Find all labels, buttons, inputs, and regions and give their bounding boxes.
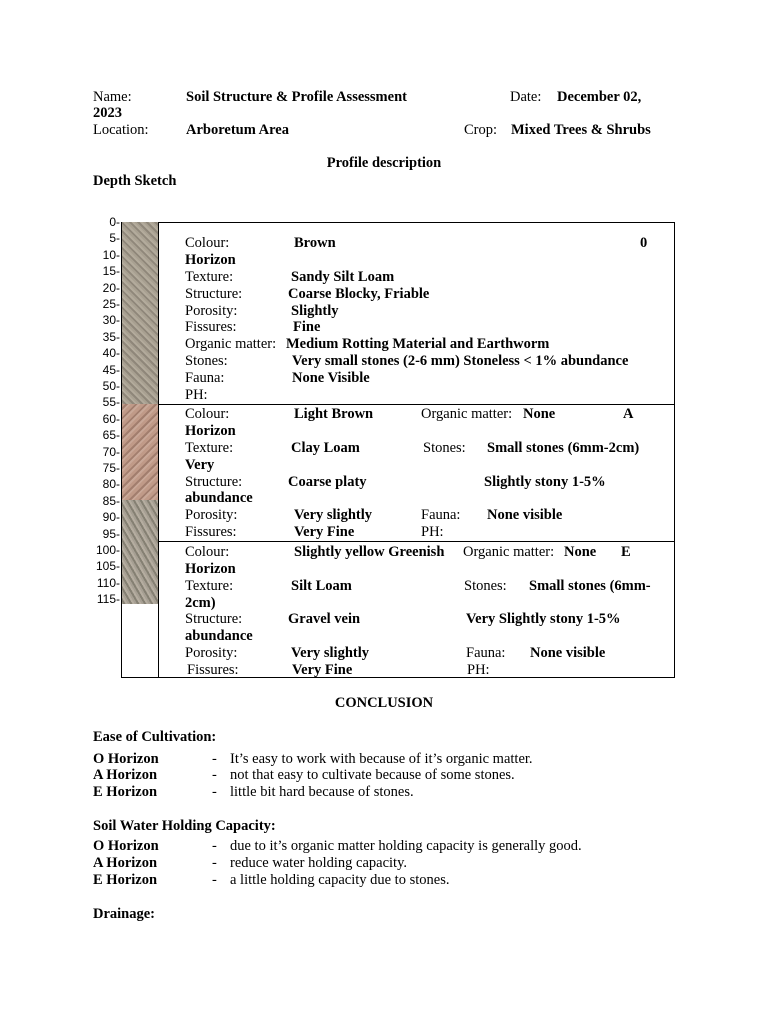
depth-tick: 5- <box>109 231 120 246</box>
o-horizon-code: 0 <box>640 235 648 251</box>
ease-a-dash: - <box>212 767 217 783</box>
water-e-dash: - <box>212 872 217 888</box>
e-structure-label: Structure: <box>185 611 243 627</box>
a-organic-label: Organic matter: <box>421 406 513 422</box>
e-structure-value: Gravel vein <box>288 611 361 627</box>
e-stones-label: Stones: <box>464 578 507 594</box>
o-porosity-label: Porosity: <box>185 303 238 319</box>
o-colour-value: Brown <box>294 235 336 251</box>
ease-a-horizon: A Horizon <box>93 767 158 783</box>
conclusion-heading: CONCLUSION <box>334 695 434 711</box>
depth-tick: 85- <box>102 493 120 508</box>
o-fissures-value: Fine <box>293 319 321 335</box>
depth-tick: 55- <box>102 395 120 410</box>
e-organic-value: None <box>564 544 597 560</box>
o-texture-label: Texture: <box>185 269 234 285</box>
depth-tick: 70- <box>102 444 120 459</box>
location-value: Arboretum Area <box>186 122 289 138</box>
depth-tick: 95- <box>102 526 120 541</box>
depth-tick: 40- <box>102 346 120 361</box>
location-label: Location: <box>93 122 149 138</box>
a-stones-value: Small stones (6mm-2cm) <box>487 440 640 456</box>
table-border-inner <box>158 222 159 678</box>
water-holding-heading: Soil Water Holding Capacity: <box>93 818 276 834</box>
ease-e-dash: - <box>212 784 217 800</box>
a-fauna-label: Fauna: <box>421 507 461 523</box>
depth-tick: 60- <box>102 411 120 426</box>
depth-tick: 100- <box>96 543 121 557</box>
a-colour-value: Light Brown <box>294 406 374 422</box>
o-horizon-word: Horizon <box>185 252 236 268</box>
e-fauna-label: Fauna: <box>466 645 506 661</box>
depth-tick: 15- <box>102 264 120 279</box>
a-fauna-value: None visible <box>487 507 563 523</box>
soil-sketch-e-horizon <box>121 500 158 604</box>
ease-o-horizon: O Horizon <box>93 751 159 767</box>
e-colour-value: Slightly yellow Greenish <box>294 544 445 560</box>
depth-tick: 20- <box>102 280 120 295</box>
table-border-left <box>121 222 122 678</box>
depth-tick: 115- <box>96 592 120 607</box>
a-colour-label: Colour: <box>185 406 230 422</box>
water-o-text: due to it’s organic matter holding capacity is generally good. <box>230 838 582 854</box>
depth-tick: 0- <box>109 215 120 229</box>
o-stones-label: Stones: <box>185 353 228 369</box>
crop-value: Mixed Trees & Shrubs <box>511 122 651 138</box>
soil-sketch-o-horizon <box>121 222 158 404</box>
e-horizon-code: E <box>621 544 631 560</box>
o-organic-value: Medium Rotting Material and Earthworm <box>286 336 550 352</box>
ease-e-text: little bit hard because of stones. <box>230 784 414 800</box>
depth-tick: 105- <box>96 559 121 574</box>
depth-tick: 30- <box>102 313 120 328</box>
a-structure-value: Coarse platy <box>288 474 367 490</box>
depth-tick: 65- <box>102 428 120 443</box>
crop-label: Crop: <box>464 122 498 138</box>
profile-description-heading: Profile description <box>326 155 442 171</box>
o-porosity-value: Slightly <box>291 303 339 319</box>
a-texture-value: Clay Loam <box>291 440 360 456</box>
ease-of-cultivation-heading: Ease of Cultivation: <box>93 729 217 745</box>
date-value: December 02, <box>557 89 642 105</box>
a-horizon-word: Horizon <box>185 423 236 439</box>
drainage-heading: Drainage: <box>93 906 156 922</box>
e-porosity-value: Very slightly <box>291 645 370 661</box>
name-label: Name: <box>93 89 132 105</box>
o-texture-value: Sandy Silt Loam <box>291 269 395 285</box>
date-year: 2023 <box>93 105 122 121</box>
e-stones-value: Small stones (6mm- <box>529 578 651 594</box>
a-stones-cont: Very <box>185 457 215 473</box>
o-fauna-label: Fauna: <box>185 370 225 386</box>
water-o-dash: - <box>212 838 217 854</box>
e-texture-label: Texture: <box>185 578 234 594</box>
e-abundance: abundance <box>185 628 253 644</box>
document-title: Soil Structure & Profile Assessment <box>186 89 407 105</box>
horizon-divider-2 <box>158 541 675 542</box>
water-e-text: a little holding capacity due to stones. <box>230 872 450 888</box>
a-ph-label: PH: <box>421 524 444 540</box>
o-fauna-value: None Visible <box>292 370 370 386</box>
e-fissures-label: Fissures: <box>187 662 239 678</box>
a-stony-value: Slightly stony 1-5% <box>484 474 606 490</box>
a-organic-value: None <box>523 406 556 422</box>
depth-tick: 110- <box>96 575 120 590</box>
a-porosity-value: Very slightly <box>294 507 373 523</box>
ease-o-text: It’s easy to work with because of it’s organic matter. <box>230 751 533 767</box>
soil-sketch-a-horizon <box>121 404 158 500</box>
a-abundance: abundance <box>185 490 253 506</box>
ease-a-text: not that easy to cultivate because of some stones. <box>230 767 515 783</box>
depth-tick: 45- <box>102 362 120 377</box>
water-a-text: reduce water holding capacity. <box>230 855 408 871</box>
e-fissures-value: Very Fine <box>292 662 353 678</box>
water-a-dash: - <box>212 855 217 871</box>
a-stones-label: Stones: <box>423 440 466 456</box>
e-texture-value: Silt Loam <box>291 578 352 594</box>
water-o-horizon: O Horizon <box>93 838 159 854</box>
e-stones-cont: 2cm) <box>185 595 216 611</box>
depth-tick: 50- <box>102 379 120 393</box>
water-e-horizon: E Horizon <box>93 872 158 888</box>
o-structure-label: Structure: <box>185 286 243 302</box>
a-porosity-label: Porosity: <box>185 507 238 523</box>
a-texture-label: Texture: <box>185 440 234 456</box>
depth-tick: 80- <box>102 477 120 492</box>
o-stones-value: Very small stones (2-6 mm) Stoneless < 1% abundance <box>292 353 629 369</box>
depth-tick: 75- <box>102 461 120 475</box>
water-a-horizon: A Horizon <box>93 855 158 871</box>
o-ph-label: PH: <box>185 387 208 403</box>
table-border-top <box>158 222 675 223</box>
depth-sketch-heading: Depth Sketch <box>93 173 177 189</box>
depth-tick: 10- <box>102 247 120 262</box>
e-porosity-label: Porosity: <box>185 645 238 661</box>
depth-tick: 35- <box>102 329 120 344</box>
depth-tick: 90- <box>102 510 120 525</box>
a-horizon-code: A <box>623 406 634 422</box>
e-horizon-word: Horizon <box>185 561 236 577</box>
o-structure-value: Coarse Blocky, Friable <box>288 286 430 302</box>
e-colour-label: Colour: <box>185 544 230 560</box>
a-fissures-value: Very Fine <box>294 524 355 540</box>
depth-tick: 25- <box>102 297 120 311</box>
e-fauna-value: None visible <box>530 645 606 661</box>
horizon-divider-1 <box>158 404 675 405</box>
a-fissures-label: Fissures: <box>185 524 237 540</box>
table-border-right <box>674 222 675 678</box>
e-organic-label: Organic matter: <box>463 544 555 560</box>
o-fissures-label: Fissures: <box>185 319 237 335</box>
a-structure-label: Structure: <box>185 474 243 490</box>
o-organic-label: Organic matter: <box>185 336 277 352</box>
o-colour-label: Colour: <box>185 235 230 251</box>
e-stony-value: Very Slightly stony 1-5% <box>466 611 621 627</box>
e-ph-label: PH: <box>467 662 490 678</box>
date-label: Date: <box>510 89 542 105</box>
ease-o-dash: - <box>212 751 217 767</box>
ease-e-horizon: E Horizon <box>93 784 158 800</box>
